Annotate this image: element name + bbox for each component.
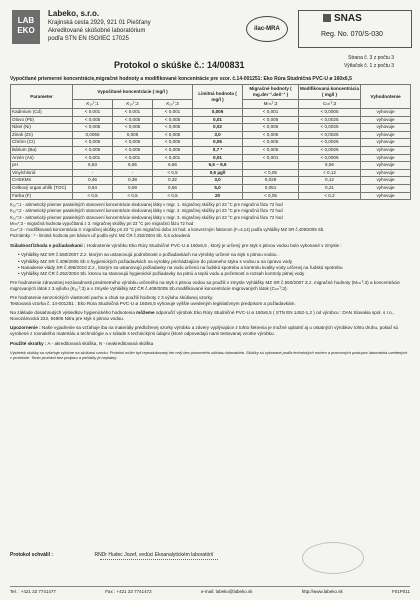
evaluation-section <box>10 243 410 360</box>
cell-k1: 0,64 <box>73 184 113 192</box>
company-name: Labeko, s.r.o. <box>48 9 100 18</box>
table-row <box>11 169 411 177</box>
page-footer <box>10 586 410 594</box>
footer-tel: Tel. : +421 33 7741477 <box>10 589 56 594</box>
cell-k1: < 0,5 <box>73 192 113 200</box>
cell-k3: < 0,005 <box>153 124 193 132</box>
regulation-item: • Vyhlášky MZ SR č.550/2007 Z.z. ktorým sa ustanovujú podrobnosti o požiadavkách na výrobky určené na styk s pitnou vodou . <box>18 252 280 258</box>
bullet-icon: • <box>18 252 21 258</box>
cell-param: pH <box>11 162 73 170</box>
cell-mt <box>243 162 299 170</box>
table-row <box>11 177 411 185</box>
cell-limit: 0,05 <box>193 139 243 147</box>
cell-k1: < 0,001 <box>73 154 113 162</box>
cell-k1: 0,0055 <box>73 131 113 139</box>
cell-param: CHSKMn <box>11 177 73 185</box>
table-note: K₁₀ᵀ;3 - aritmetický priemer paralelných stanovení koncentrácie sledovanej látky v migr. 3. migračnej skúšky pri 23 °C pre migračnú fázu 72 hod <box>10 214 283 220</box>
ilac-mra-logo: ilac-MRA <box>246 16 288 42</box>
column-header-modified-conc: Modifikovaná koncentrácia ( mg/l ) <box>299 85 361 100</box>
cell-limit: 0,01 <box>193 154 243 162</box>
column-header-k2: K₁₀ᵀ;2 <box>113 100 153 109</box>
snas-mark-icon <box>323 14 331 22</box>
cell-k2: - <box>113 169 153 177</box>
table-row <box>11 146 411 154</box>
cell-mt: 0,051 <box>243 184 299 192</box>
table-row <box>11 162 411 170</box>
cell-ct: < 0,0005 <box>299 109 361 117</box>
cell-k2: < 0,005 <box>113 146 153 154</box>
cell-eval: vyhovuje <box>361 131 411 139</box>
official-stamp <box>302 542 364 574</box>
disclaimer-text: Výsledok skúšky sa vzťahuje výlučne na skúšanú vzorku. Protokol môže byť reprodukovaný len celý bez písomného súhlasu laboratória. Skúšky sú vykonané podľa technických noriem a pracovných postupov laboratória uvedených v protokole. Tento protokol bez podpisu a pečiatky je neplatný. <box>10 349 408 360</box>
approval-label: Protokol schválil : <box>10 552 54 558</box>
results-table-body <box>11 109 411 200</box>
cell-k3: < 0,001 <box>153 109 193 117</box>
cell-k3: < 0,005 <box>153 146 193 154</box>
column-header-k3: K₁₀ᵀ;3 <box>153 100 193 109</box>
evaluation-basis-text: Pre hodnotenie zdravotnej nezávadnosti predmetného výrobku určeného na styk s pitnou vodou sa použili v zmysle Vyhlášky MZ SR č.550/2007 Z.z. migračné hodnoty (Mₜₘᵀ;3) a koncentrácie migrovaných látok z 3.výluhu (K₁₀ᵀ;3) a v zmysle Vyhlášky MZ ČR č.409/2005 Sb.modifikované koncentrácie migrovaných látok (Cₜₘᵀ;3). <box>10 279 400 291</box>
company-address: Krajinská cesta 2929, 921 01 Piešťany <box>48 20 151 26</box>
cell-k1: 6,53 <box>73 162 113 170</box>
accreditation-standard: podľa STN EN ISO/IEC 17025 <box>48 36 129 42</box>
cell-k1: < 0,005 <box>73 124 113 132</box>
cell-k2: 0,005 <box>113 131 153 139</box>
abbreviations-text: A - akreditovaná skúška, N - neakreditovaná skúška <box>47 340 154 346</box>
bullet-icon: • <box>18 270 21 276</box>
copy-number: Výtlačok č. 1 z počtu 3 <box>343 63 394 69</box>
cell-k2: < 0,005 <box>113 116 153 124</box>
page-number: Strana č. 3 z počtu 3 <box>348 55 394 61</box>
footer-web[interactable]: http://www.labeko.sk <box>301 589 343 594</box>
column-header-k1: K₁₀ᵀ;1 <box>73 100 113 109</box>
cell-k1: < 0,005 <box>73 146 113 154</box>
cell-limit: 20 <box>193 192 243 200</box>
cell-ct: < 0,2 <box>299 192 361 200</box>
cell-k1: < 0,005 <box>73 139 113 147</box>
cell-eval: vyhovuje <box>361 146 411 154</box>
cell-eval: vyhovuje <box>361 109 411 117</box>
approval-signature <box>10 552 213 558</box>
cell-ct: 0,12 <box>299 177 361 185</box>
cell-mt: < 0,005 <box>243 124 299 132</box>
company-info <box>48 9 151 43</box>
signature-line <box>100 559 218 560</box>
compliance-paragraph <box>10 243 410 249</box>
cell-k2: < 0,005 <box>113 124 153 132</box>
cell-mt: < 0,001 <box>243 109 299 117</box>
footer-email[interactable]: e-mail: labeko@labeko.sk <box>200 589 253 594</box>
footer-form-code: F01P011 <box>392 589 410 594</box>
cell-eval: vyhovuje <box>361 162 411 170</box>
regulation-item: • Vyhlášky MZ SR č.409/2005 Sb o hygienických požiadavkách na výrobky prichádzajúce do priameho styku s vodou a na úpravu vody <box>18 258 293 264</box>
cell-k1: - <box>73 169 113 177</box>
cell-ct: < 0,0025 <box>299 139 361 147</box>
table-row <box>11 154 411 162</box>
cell-eval: vyhovuje <box>361 177 411 185</box>
cell-eval: vyhovuje <box>361 192 411 200</box>
cell-k3: < 0,005 <box>153 131 193 139</box>
cell-param: Nikel (Ni) <box>11 124 73 132</box>
table-row <box>11 124 411 132</box>
cell-param: Bárium (Ba) <box>11 146 73 154</box>
table-row <box>11 109 411 117</box>
cell-mt: 0,029 <box>243 177 299 185</box>
table-row <box>11 184 411 192</box>
cell-k2: < 0,005 <box>113 139 153 147</box>
cell-ct: < 0,0025 <box>299 131 361 139</box>
cell-k3: < 0,005 <box>153 116 193 124</box>
cell-mt: < 0,001 <box>243 154 299 162</box>
table-note: Cₜₘᵀ;3 - modifikovaná koncentrácia 3. migračnej skúšky pri 23 °C pre migračnú dobu 24 hod. a konverzným faktorom (F=4,14) podľa vyhlášky MZ SR č.409/2005 Sb. <box>10 226 325 232</box>
cell-k3: < 0,001 <box>153 154 193 162</box>
cell-mt: < 0,005 <box>243 139 299 147</box>
protocol-title: Protokol o skúške č.: 14/00831 <box>114 60 245 70</box>
cell-limit: 0,7 * <box>193 146 243 154</box>
snas-logo: SNAS <box>323 13 362 24</box>
cell-mt: < 0,05 <box>243 192 299 200</box>
cell-mt: < 0,005 <box>243 116 299 124</box>
cell-mt: < 0,005 <box>243 131 299 139</box>
notice-paragraph <box>10 325 410 337</box>
cell-ct: < 0,0025 <box>299 146 361 154</box>
labeko-logo: LAB EKO <box>12 10 40 44</box>
cell-eval: vyhovuje <box>361 154 411 162</box>
cell-limit: 0,02 <box>193 124 243 132</box>
protocol-title-row <box>10 54 410 76</box>
cell-limit: 5,0 <box>193 184 243 192</box>
table-row <box>11 139 411 147</box>
cell-param: Chróm (Cr) <box>11 139 73 147</box>
cell-limit: 6,5 – 9,5 <box>193 162 243 170</box>
table-note: Poznámky : * - limitná hodnota pre bárium už podľa vyhl. MZ ČR č.252/2004 Sb. 0,5 odvodená <box>10 233 190 239</box>
cell-k3: < 0,5 <box>153 169 193 177</box>
cell-mt: < 0,05 <box>243 169 299 177</box>
cell-k1: < 0,001 <box>73 109 113 117</box>
results-table <box>10 84 411 200</box>
cell-limit: 0,005 <box>193 109 243 117</box>
notice-label: Upozornenie : <box>10 325 41 331</box>
cell-eval: vyhovuje <box>361 169 411 177</box>
accreditation-text: Akreditované skúšobné laboratórium <box>48 28 146 34</box>
cell-param: Celkový organ.uhlík (TOC) <box>11 184 73 192</box>
notice-text: Naše vyjadrenie sa vzťahuje iba na materiály predloženej vzorky výrobku a závery vyplývajúce z tohto šetrenia je možné uplatniť aj u ostatných výrobkov tohto druhu, pokiaľ sú vyrobené z rovnakého materiálu a technológie a v súlade s technickými údajmi (ktoré odpovedajú nami testovanej vzorke výrobku. <box>10 325 399 337</box>
cell-param: Zinok (Zn) <box>11 131 73 139</box>
cell-ct: 0,21 <box>299 184 361 192</box>
cell-k2: < 0,001 <box>113 154 153 162</box>
footer-fax: Fax : +421 33 7741472 <box>105 589 152 594</box>
table-note: K₁₀ᵀ;1 - aritmetický priemer paralelných stanovení koncentrácie sledovanej látky v migr. 1. migračnej skúšky pri 23 °C pre migračnú fázu 72 hod <box>10 202 283 208</box>
table-header-row <box>11 85 411 100</box>
regulation-item: • Vyhlášky MZ ČR č.252/2004 Sb. ktorou sa stanovujú hygienické požiadavky na pitnú a teplú vodu a početnosť a rozsah kontroly pitnej vody <box>18 270 305 276</box>
cell-eval: vyhovuje <box>361 124 411 132</box>
column-header-parameter: Parameter <box>11 85 73 109</box>
approver-name: RNDr Hudec Jozef, vedúci Ekoanalytickém laboratórií <box>94 552 214 558</box>
snas-accreditation-box <box>298 10 412 48</box>
column-header-migration: Migračné hodnoty ( mg.dm⁻².deň⁻¹ ) <box>243 85 299 100</box>
cell-eval: vyhovuje <box>361 116 411 124</box>
table-notes <box>10 202 410 239</box>
cell-k2: < 0,001 <box>113 109 153 117</box>
column-header-mt: Mₜₘᵀ;3 <box>243 100 299 109</box>
cell-param: Olovo (Pb) <box>11 116 73 124</box>
table-row <box>11 131 411 139</box>
cell-ct: < 0,0005 <box>299 154 361 162</box>
bullet-icon: • <box>18 264 21 270</box>
table-note: Mₜₘᵀ;3 - migračná hodnota vypočítaná z 3. migračnej skúšky pri 23 °C pre migračnú fázu 72 hod <box>10 220 194 226</box>
cell-param: Vinylchlorid <box>11 169 73 177</box>
cell-k3: < 0,005 <box>153 139 193 147</box>
sensory-text: Pre hodnotenie senzorických vlastností pachu a chuti sa použili hodnoty z 3.výluhu skúšanej vzorky. <box>10 295 214 300</box>
cell-k2: 6,55 <box>113 162 153 170</box>
cell-k2: < 0,5 <box>113 192 153 200</box>
cell-param: Arzén (As) <box>11 154 73 162</box>
compliance-label: Súladnosť/zhoda s požiadavkami : <box>10 243 86 249</box>
tested-sample-text: Testovaná vzorka č. 14-001251 : Eko Rúra Studničná PVC-U ø 160x6,5 vyhovuje vyššie uvedeným legislatívnym predpisom a požiadavkám. <box>10 301 296 307</box>
cell-k2: 0,59 <box>113 184 153 192</box>
recommendation-text: Na základe dosiahnutých výsledkov hygienického hodnotenia môžeme odporučiť výrobok Eko Rúry Studničné PVC-U ø 160x6,5 ( STN EN 1452-1,2 ) od výrobcu : DAN Slovakia spol. s r.o., Novozámocká 222, 94905 Nitra pre styk s pitnou vodou. <box>10 310 395 322</box>
table-title: Vypočítané priemerné koncentrácie,migračné hodnoty a modifikované koncentrácie pre vzor. č.14-001251: Eko Rúra Studničná PVC-U ø 160x6,5 <box>10 76 352 82</box>
cell-limit: 3,0 <box>193 131 243 139</box>
page-header <box>10 6 410 54</box>
abbreviations-label: Použité skratky : <box>10 340 47 346</box>
page-info <box>344 54 394 70</box>
abbreviations-paragraph <box>10 341 410 347</box>
cell-param: Kadmium (Cd) <box>11 109 73 117</box>
table-row <box>11 116 411 124</box>
cell-k2: 0,38 <box>113 177 153 185</box>
cell-k3: 0,32 <box>153 177 193 185</box>
cell-k3: 0,56 <box>153 184 193 192</box>
cell-k3: 6,56 <box>153 162 193 170</box>
cell-k3: < 0,5 <box>153 192 193 200</box>
table-row <box>11 192 411 200</box>
cell-ct: < 0,0025 <box>299 116 361 124</box>
table-note: K₁₀ᵀ;2 - aritmetický priemer paralelných stanovení koncentrácie sledovanej látky v migr. 2. migračnej skúšky pri 23 °C pre migračnú fázu 72 hod <box>10 208 283 214</box>
cell-k1: 0,46 <box>73 177 113 185</box>
cell-eval: vyhovuje <box>361 139 411 147</box>
cell-limit: 0,5 µg/l <box>193 169 243 177</box>
cell-limit: 0,01 <box>193 116 243 124</box>
regulation-item: • Nariadenie vlády SR č.496/2010 Z.z., ktorým sa ustanovujú požiadavky na vodu určenú na ľudskú spotrebu a kontrolu kvality vody určenej na ľudskú spotrebu <box>18 264 343 270</box>
regulation-list <box>18 252 410 276</box>
cell-param: Farba (F) <box>11 192 73 200</box>
cell-ct: < 0,0025 <box>299 124 361 132</box>
cell-k1: < 0,005 <box>73 116 113 124</box>
column-header-calc-conc: Vypočítané koncentrácie ( mg/l ) <box>73 85 193 100</box>
compliance-text: Hodnotenie výrobku Eko Rúry Studničné PVC-U ø 160x6,5 , ktorý je určený pre styk s pitnou vodou bolo vykonané v zmysle : <box>86 243 342 249</box>
bullet-icon: • <box>18 258 21 264</box>
column-header-evaluation: Vyhodnotenie <box>361 85 411 109</box>
snas-registration-number: Reg. No. 070/S-030 <box>321 31 383 38</box>
cell-mt: < 0,005 <box>243 146 299 154</box>
cell-limit: 3,0 <box>193 177 243 185</box>
column-header-ct: Cₜₘᵀ;3 <box>299 100 361 109</box>
cell-eval: vyhovuje <box>361 184 411 192</box>
cell-ct: 6,56 <box>299 162 361 170</box>
column-header-limit: Limitná hodnota ( mg/l ) <box>193 85 243 109</box>
cell-ct: < 0,12 <box>299 169 361 177</box>
